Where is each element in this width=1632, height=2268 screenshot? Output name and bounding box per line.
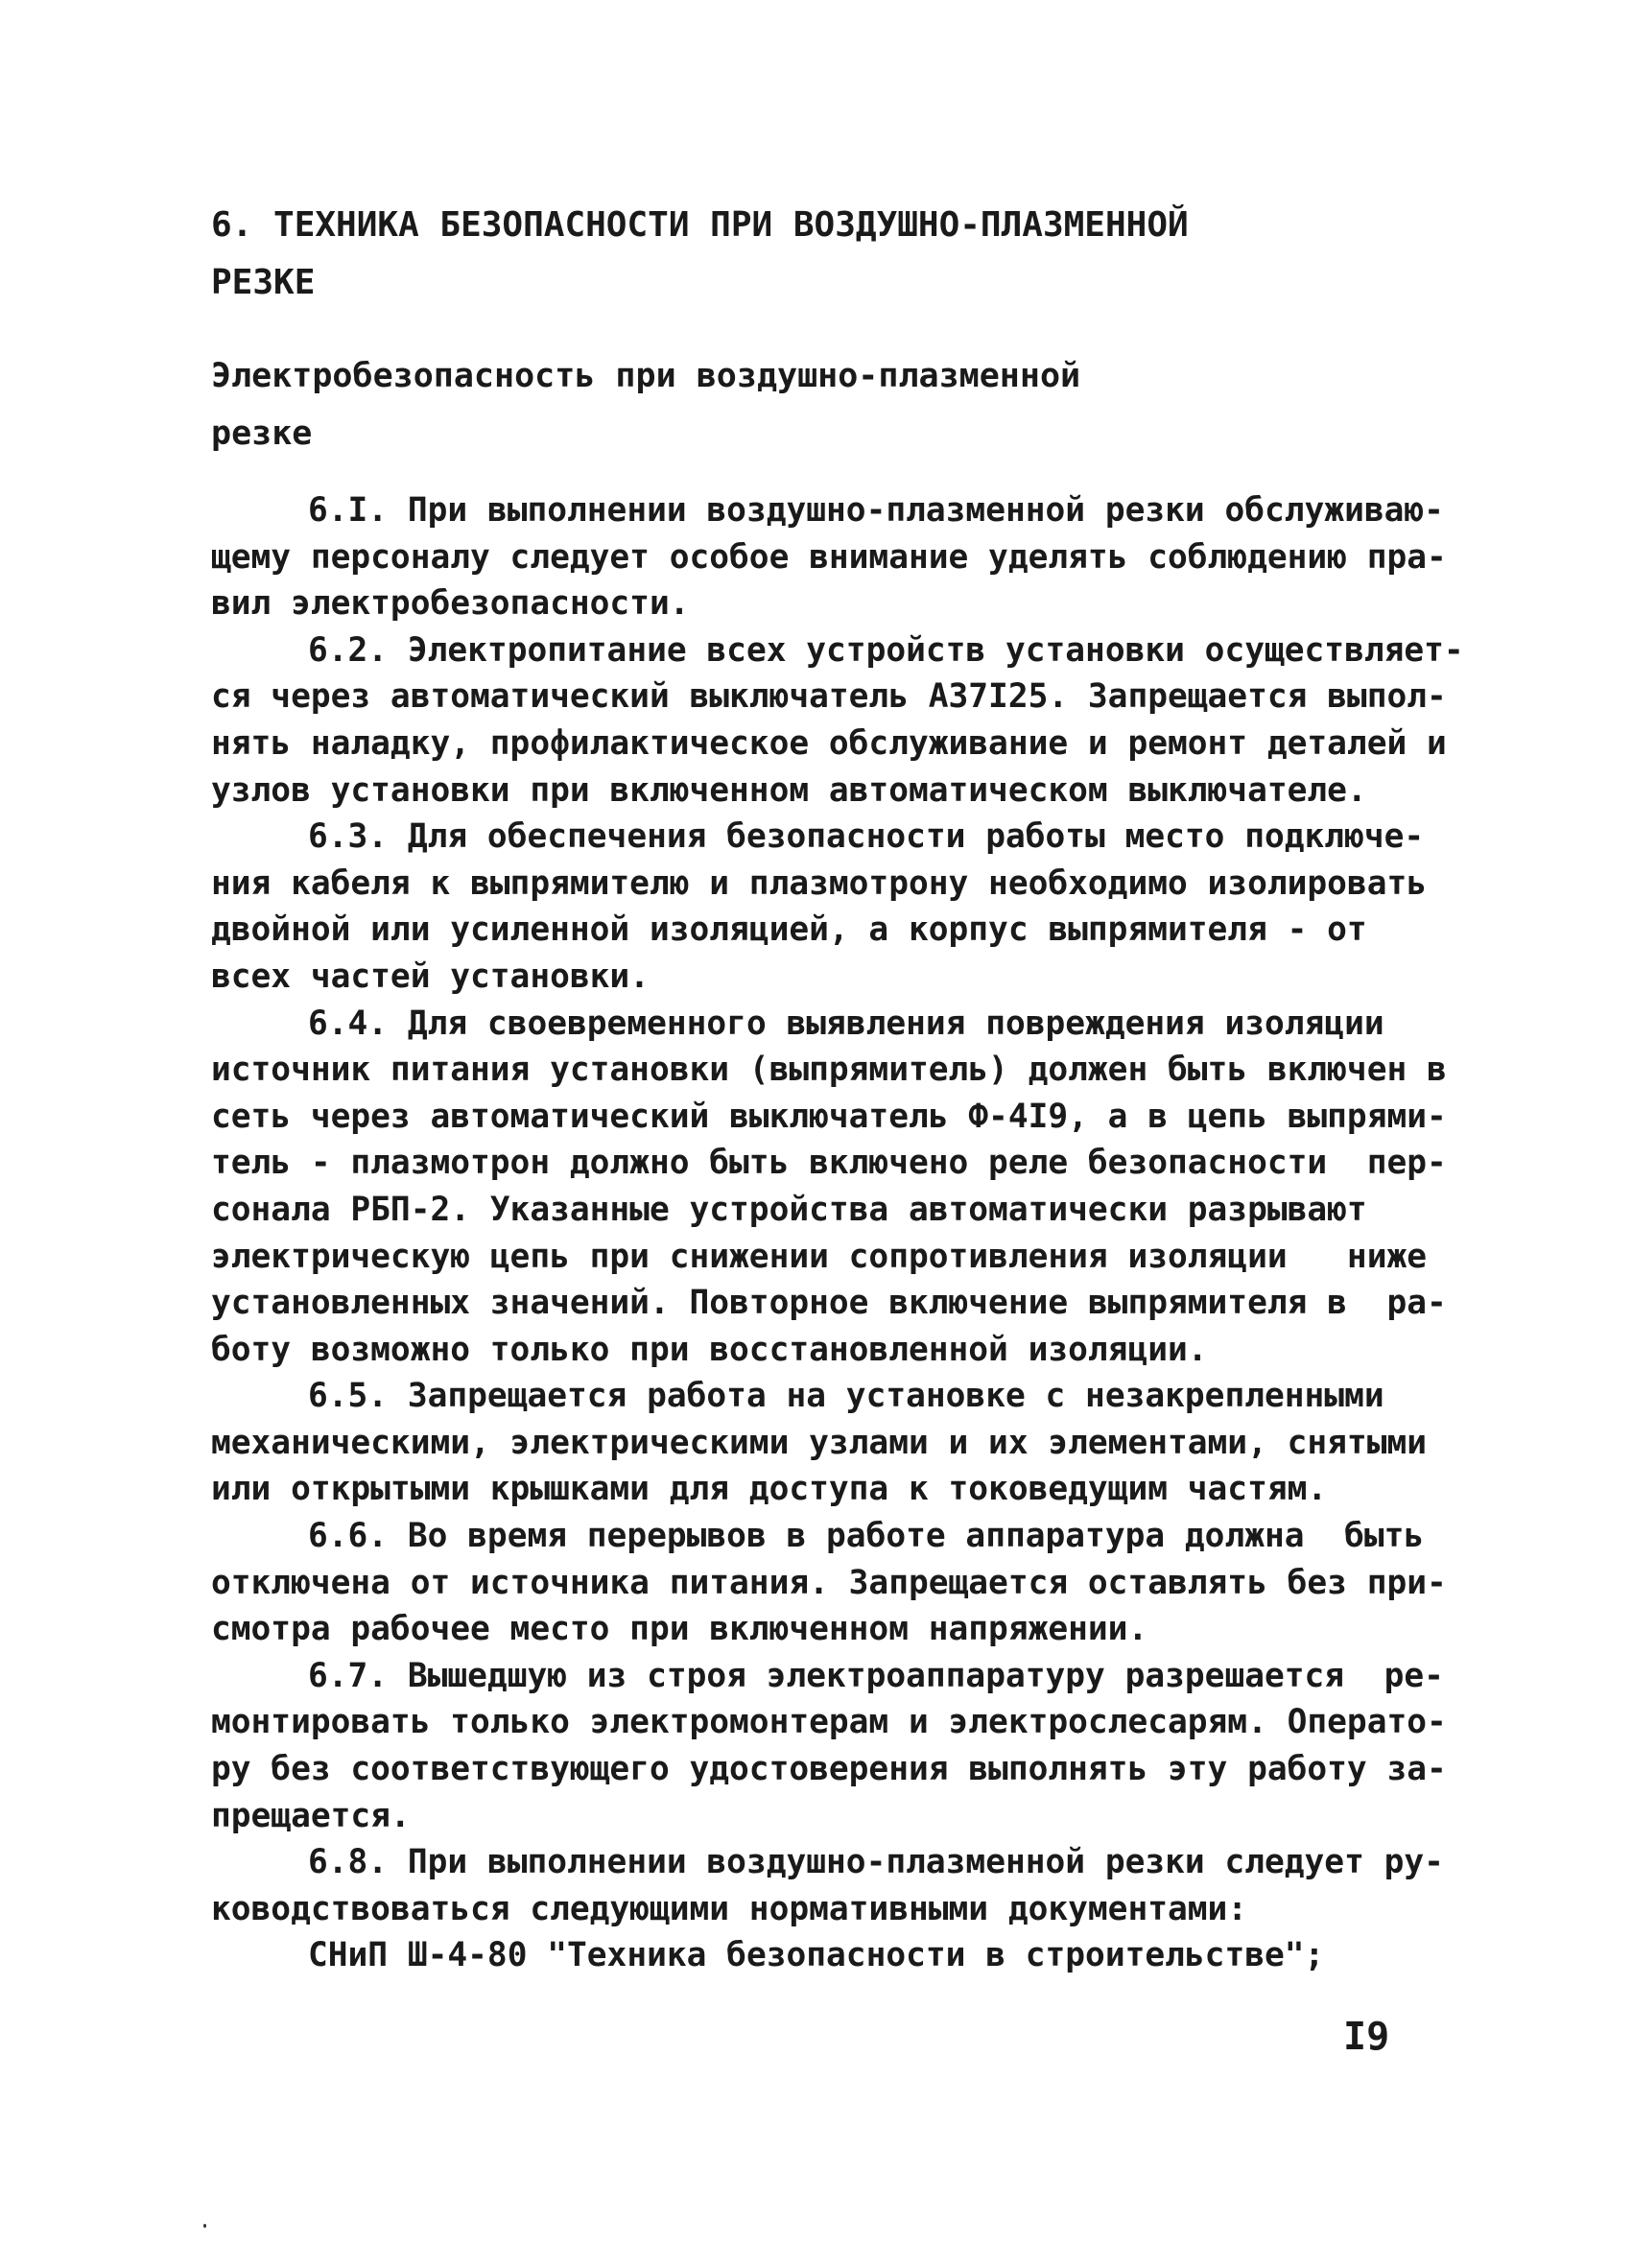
paragraph-line: источник питания установки (выпрямитель) должен быть включен в <box>211 1051 1447 1090</box>
paragraph-line: щему персоналу следует особое внимание уделять соблюдению пра- <box>211 537 1447 577</box>
subheading <box>211 347 1439 462</box>
paragraph-line: 6.2. Электропитание всех устройств установки осуществляет- <box>308 630 1464 670</box>
paragraph-line: тель - плазмотрон должно быть включено реле безопасности пер- <box>211 1144 1447 1183</box>
paragraph-line: 6.I. При выполнении воздушно-плазменной резки обслуживаю- <box>308 491 1444 530</box>
subheading-line: резке <box>211 414 313 453</box>
paragraph-line: электрическую цепь при снижении сопротивления изоляции ниже <box>211 1237 1428 1276</box>
paragraph-line: сонала РБП-2. Указанные устройства автоматически разрывают <box>211 1190 1367 1229</box>
paragraph-line: установленных значений. Повторное включение выпрямителя в ра- <box>211 1284 1447 1323</box>
paragraph-line: всех частей установки. <box>211 957 650 996</box>
paragraph-line: прещается. <box>211 1796 411 1835</box>
paragraph-line: монтировать только электромонтерам и электрослесарям. Операто- <box>211 1703 1447 1742</box>
subheading-line: Электробезопасность при воздушно-плазменной <box>211 357 1081 395</box>
paragraph-line: 6.6. Во время перерывов в работе аппаратура должна быть <box>308 1517 1425 1556</box>
section-title-line: 6. ТЕХНИКА БЕЗОПАСНОСТИ ПРИ ВОЗДУШНО-ПЛАЗМЕННОЙ <box>211 205 1189 245</box>
paragraph-line: 6.7. Вышедшую из строя электроаппаратуру разрешается ре- <box>308 1656 1444 1695</box>
page-number: I9 <box>1343 2015 1390 2059</box>
section-title <box>211 197 1439 312</box>
paragraph-line: механическими, электрическими узлами и их элементами, снятыми <box>211 1423 1428 1462</box>
paragraph-line: 6.5. Запрещается работа на установке с незакрепленными <box>308 1377 1384 1416</box>
paragraph-line: ния кабеля к выпрямителю и плазмотрону необходимо изолировать <box>211 863 1428 903</box>
paragraph-line: ру без соответствующего удостоверения выполнять эту работу за- <box>211 1750 1447 1789</box>
section-title-line: РЕЗКЕ <box>211 263 316 302</box>
paragraph-line: боту возможно только при восстановленной изоляции. <box>211 1330 1208 1369</box>
body-text <box>211 487 1464 1979</box>
paragraph-line: или открытыми крышками для доступа к токоведущим частям. <box>211 1470 1328 1509</box>
paragraph-line: узлов установки при включенном автоматическом выключателе. <box>211 770 1367 810</box>
paragraph-line: вил электробезопасности. <box>211 584 690 624</box>
paragraph-line: ся через автоматический выключатель А37I25. Запрещается выпол- <box>211 677 1447 717</box>
paragraph-line: 6.8. При выполнении воздушно-плазменной резки следует ру- <box>308 1843 1444 1882</box>
paragraph-line: 6.3. Для обеспечения безопасности работы место подключе- <box>308 817 1425 857</box>
paragraph-line: отключена от источника питания. Запрещается оставлять без при- <box>211 1563 1447 1602</box>
paragraph-line: смотра рабочее место при включенном напряжении. <box>211 1610 1148 1649</box>
paragraph-line: СНиП Ш-4-80 "Техника безопасности в строительстве"; <box>308 1936 1325 1975</box>
paragraph-line: сеть через автоматический выключатель Ф-4I9, а в цепь выпрями- <box>211 1097 1447 1136</box>
paragraph-line: двойной или усиленной изоляцией, а корпус выпрямителя - от <box>211 910 1367 950</box>
paragraph-line: нять наладку, профилактическое обслуживание и ремонт деталей и <box>211 723 1447 763</box>
paragraph-line: 6.4. Для своевременного выявления повреждения изоляции <box>308 1004 1384 1043</box>
scan-speck <box>203 2224 206 2228</box>
paragraph-line: ководствоваться следующими нормативными документами: <box>211 1889 1248 1928</box>
